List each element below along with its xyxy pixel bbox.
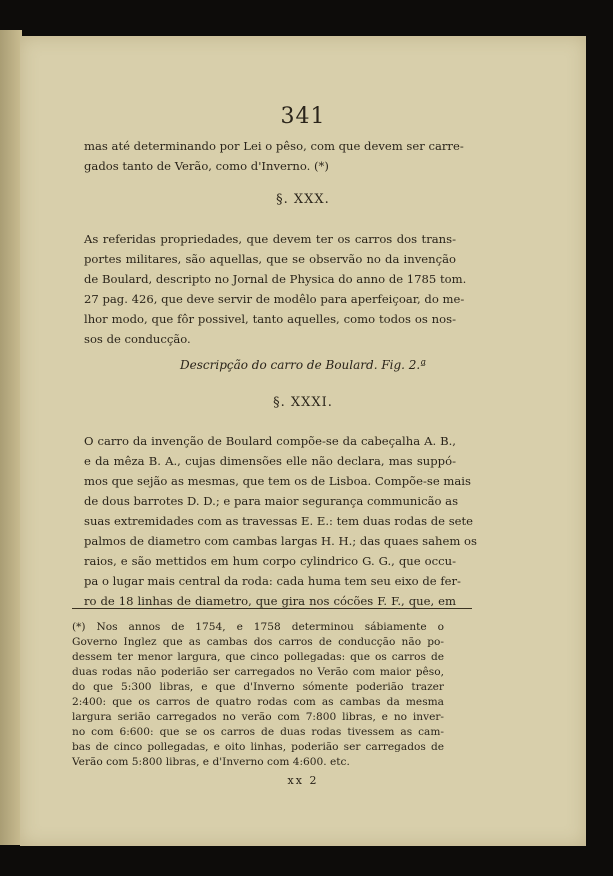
paragraph-line: mos que sejão as mesmas, que tem os de Lisboa. Compõe-se mais <box>84 474 471 488</box>
paragraph-line: raios, e são mettidos em hum corpo cylindrico G. G., que occu- <box>84 554 456 568</box>
paragraph-line: O carro da invenção de Boulard compõe-se da cabeçalha A. B., <box>84 434 456 448</box>
paragraph-line: ro de 18 linhas de diametro, que gira nos cócões F. F., que, em <box>84 594 456 608</box>
paragraph-line: pa o lugar mais central da roda: cada huma tem seu eixo de fer- <box>84 574 461 588</box>
adjacent-page-edge <box>0 30 22 845</box>
paragraph-line: 27 pag. 426, que deve servir de modêlo para aperfeiçoar, do me- <box>84 292 465 306</box>
paragraph-line: portes militares, são aquellas, que se observão no da invenção <box>84 252 456 266</box>
footnote-line: largura serião carregados no verão com 7:800 libras, e no inver- <box>72 711 444 723</box>
figure-description-title: Descripção do carro de Boulard. Fig. 2.ª <box>180 358 426 372</box>
footnote-line: Governo Inglez que as cambas dos carros de conducção não po- <box>72 636 444 648</box>
opening-line: mas até determinando por Lei o pêso, com que devem ser carre- <box>84 139 464 153</box>
paragraph-line: palmos de diametro com cambas largas H. H.; das quaes sahem os <box>84 534 477 548</box>
footnote-line: Verão com 5:800 libras, e d'Inverno com 4:600. etc. <box>72 756 350 768</box>
paragraph-line: de dous barrotes D. D.; e para maior segurança communicão as <box>84 494 459 508</box>
paragraph-line: e da mêza B. A., cujas dimensões elle não declara, mas suppó- <box>84 454 456 468</box>
footnote-line: duas rodas não poderião ser carregados no Verão com maior pêso, <box>72 666 444 678</box>
page-number: 341 <box>280 104 326 129</box>
footnote-line: dessem ter menor largura, que cinco pollegadas: que os carros de <box>72 651 444 663</box>
paragraph-line: As referidas propriedades, que devem ter os carros dos trans- <box>84 232 456 246</box>
paragraph-line: suas extremidades com as travessas E. E.: tem duas rodas de sete <box>84 514 474 528</box>
paragraph-line: sos de conducção. <box>84 332 191 346</box>
footnote-line: (*) Nos annos de 1754, e 1758 determinou sábiamente o <box>72 621 444 633</box>
book-page <box>20 36 586 846</box>
footnote-line: no com 6:600: que se os carros de duas rodas tivessem as cam- <box>72 726 444 738</box>
paragraph-line: de Boulard, descripto no Jornal de Physica do anno de 1785 tom. <box>84 272 467 286</box>
opening-line: gados tanto de Verão, como d'Inverno. (*) <box>84 159 329 173</box>
section-heading-xxxi: §. XXXI. <box>273 395 333 410</box>
footnote-line: bas de cinco pollegadas, e oito linhas, poderião ser carregados de <box>72 741 444 753</box>
signature-mark: xx 2 <box>287 774 319 787</box>
footnote-line: do que 5:300 libras, e que d'Inverno sómente poderião trazer <box>72 681 444 693</box>
footnote-line: 2:400: que os carros de quatro rodas com as cambas da mesma <box>72 696 444 708</box>
paragraph-line: lhor modo, que fôr possivel, tanto aquelles, como todos os nos- <box>84 312 456 326</box>
section-heading-xxx: §. XXX. <box>276 192 330 207</box>
footnote-divider <box>72 608 472 609</box>
